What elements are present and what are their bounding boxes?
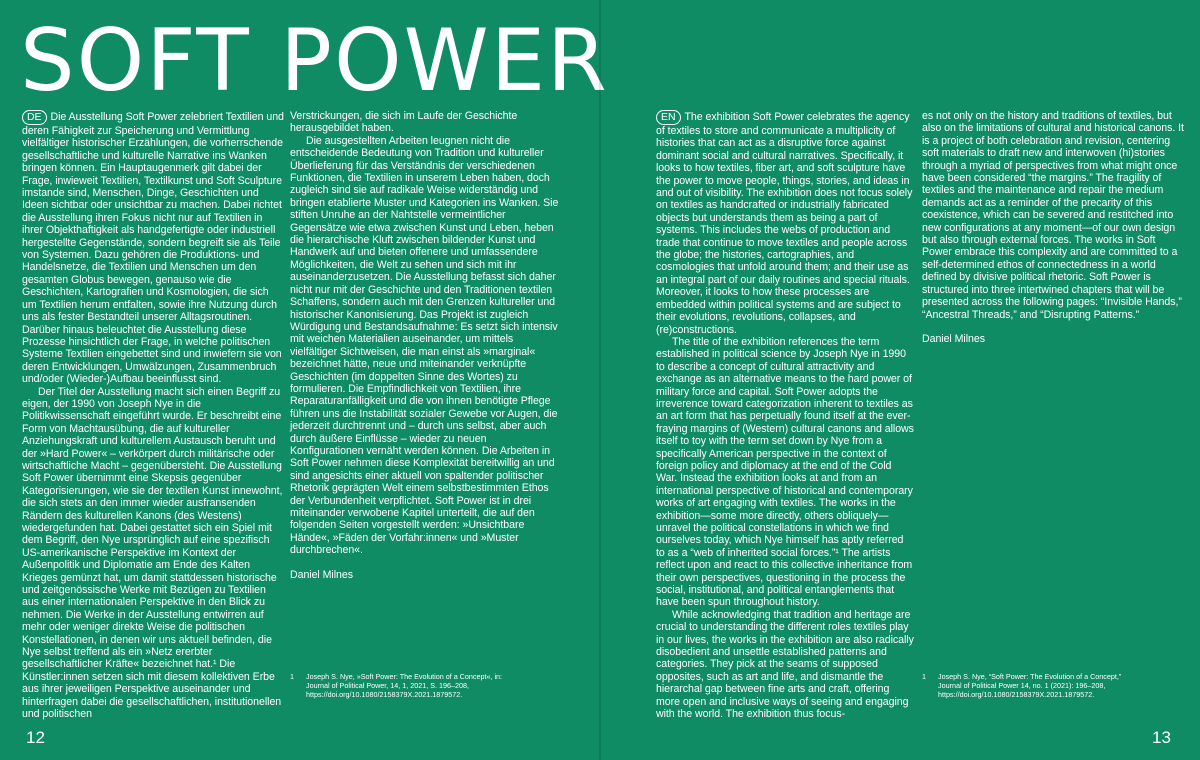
en-paragraph-3: While acknowledging that tradition and heritage are crucial to understanding the different roles textiles play in our lives, the works in the exhibition are also radically disobedient and unsettle established patterns and categories. They pick at the seams of supposed opposites, such as art and life, and dismantle the hierarchal gap between fine arts and craft, offering more open and inclusive ways of seeing and engaging with the world. The exhibition thus focus- xyxy=(656,608,914,721)
de-column-1 xyxy=(22,110,284,721)
de-signature: Daniel Milnes xyxy=(290,568,353,581)
language-badge-de: DE xyxy=(22,110,47,125)
de-footnote-text: Joseph S. Nye, »Soft Power: The Evolution of a Concept«, in: Journal of Political Power, 14, 1, 2021, S. 196–208, https://doi.org/10.1080/2158379X.2021.1879572. xyxy=(306,672,503,699)
de-paragraph-3: Die ausgestellten Arbeiten leugnen nicht die entscheidende Bedeutung von Tradition und kultureller Überlieferung für das Verständnis der verschiedenen Funktionen, die Textilien in unserem Leben haben, doch zugleich sind sie auf radikale Weise widerständig und bringen etablierte Muster und Kategorien ins Wanken. Sie stiften Unruhe an der Nahtstelle vermeintlicher Gegensätze wie etwa zwischen Kunst und Leben, heben die hierarchische Kluft zwischen bildender Kunst und Handwerk auf und bieten offenere und umfassendere Möglichkeiten, die Welt zu sehen und sich mit ihr auseinanderzusetzen. Die Ausstellung befasst sich daher nicht nur mit der Geschichte und den Traditionen textilen Schaffens, sondern auch mit den Grenzen kultureller und historischer Kanonisierung. Das Projekt ist zugleich Würdigung und Bestandsaufnahme: Es setzt sich intensiv mit weichen Materialien auseinander, um mittels vielfältiger Sichtweisen, die man einst als »marginal« bezeichnet hätte, neue und miteinander verknüpfte Geschichten (im doppelten Sinne des Wortes) zu formulieren. Die Empfindlichkeit von Textilien, ihre Reparaturanfälligkeit und die von ihnen benötigte Pflege führen uns die Instabilität sozialer Gewebe vor Augen, die jederzeit durchtrennt und – durch uns selbst, aber auch durch äußere Einflüsse – wieder zu neuen Konfigurationen vernäht werden können. Die Arbeiten in Soft Power nehmen diese Komplexität bereitwillig an und sind angesichts einer aktuell von spaltender politischer Rhetorik geprägten Welt einem selbstbestimmten Ethos der Verbundenheit verpflichtet. Soft Power ist in drei miteinander verwobene Kapitel unterteilt, die auf den folgenden Seiten vorgestellt werden: »Unsichtbare Hände«, »Fäden der Vorfahr:innen« und »Muster durchbrechen«. xyxy=(290,134,559,557)
en-column-2 xyxy=(922,110,1184,370)
en-footnote-number: 1 xyxy=(922,672,926,681)
de-paragraph-continued: Verstrickungen, die sich im Laufe der Geschichte herausgebildet haben. xyxy=(290,110,518,135)
page-number-left: 12 xyxy=(26,728,45,747)
en-paragraph-continued: es not only on the history and traditions of textiles, but also on the limitations of cultural and historical canons. It is a project of both celebration and revision, centering soft materials to draft new and interwoven (hi)stories through a myriad of perspectives from what might once have been considered “the margins.” The fragility of textiles and the maintenance and repair the medium demands act as a reminder of the precarity of this coexistence, which can be severed and restitched into new configurations at any moment—of our own design but also through external forces. The works in Soft Power embrace this complexity and are committed to a self-determined ethos of connectedness in a world defined by divisive political rhetoric. Soft Power is structured into three intertwined chapters that will be presented across the following pages: “Invisible Hands,” “Ancestral Threads,” and “Disrupting Patterns.” xyxy=(922,110,1184,321)
en-footnote xyxy=(922,672,1127,699)
de-paragraph-1: DE Die Ausstellung Soft Power zelebriert Textilien und deren Fähigkeit zur Speicherung und Vermittlung vielfältiger historischer Erzählungen, die vorherrschende gesellschaftliche und kulturelle Narrative ins Wanken bringen können. Ein Hauptaugenmerk gilt dabei der Frage, inwieweit Textilien, Textilkunst und Soft Sculpture imstande sind, Menschen, Dinge, Geschichten und Ideen sichtbar oder unsichtbar zu machen. Dabei richtet die Ausstellung ihren Fokus nicht nur auf Textilien in ihrer Objekthaftigkeit als handgefertigte oder industriell hergestellte Gegenstände, sondern begreift sie als Teile von Systemen. Dazu gehören die Produktions- und Handelsnetze, die Textilien und Menschen um den gesamten Globus bewegen, genauso wie die Geschichten, Kartografien und Kosmologien, die sich um Textilien herum entfalten, sowie ihre Nutzung durch uns als fester Bestandteil unserer Alltagsroutinen. Darüber hinaus beleuchtet die Ausstellung diese Prozesse hinsichtlich der Frage, in welche politischen Systeme Textilien eingebettet sind und inwiefern sie von deren Entwicklungen, Umwälzungen, Zusammenbruch und/oder (Wieder-)Aufbau beeinflusst sind. xyxy=(22,111,284,386)
page-number-right: 13 xyxy=(1152,728,1171,747)
de-paragraph-2: Der Titel der Ausstellung macht sich einen Begriff zu eigen, der 1990 von Joseph Nye in die Politikwissenschaft eingeführt wurde. Er beschreibt eine Form von Machtausübung, die auf kultureller Anziehungskraft und kulturellem Austausch beruht und der »Hard Power« – verkörpert durch militärische oder wirtschaftliche Macht – gegenübersteht. Die Ausstellung Soft Power übernimmt eine Skepsis gegenüber Kategorisierungen, wie sie der textilen Kunst innewohnt, die sich stets an den immer wieder ausfransenden Rändern des kulturellen Kanons (des Westens) wiedergefunden hat. Dabei gestattet sich ein Spiel mit dem Begriff, den Nye ursprünglich auf eine spezifisch US-amerikanische Perspektive im Kontext der Außenpolitik und Diplomatie am Ende des Kalten Krieges gemünzt hat, um damit stattdessen historische und zeitgenössische Werke mit Bezügen zu Textilien aus einer internationalen Perspektive in den Blick zu nehmen. Die Werke in der Ausstellung entwirren auf mehr oder weniger direkte Weise die politischen Konstellationen, in denen wir uns aktuell befinden, die Nye selbst treffend als ein »Netz ererbter gesellschaftlicher Kräfte« bezeichnet hat.¹ Die Künstler:innen setzen sich mit diesem kollektiven Erbe aus ihrer jeweiligen Perspektive auseinander und hinterfragen dabei die gesellschaftlichen, institutionellen und politischen xyxy=(22,385,283,721)
language-badge-en: EN xyxy=(656,110,681,125)
page-title: SOFT POWER xyxy=(20,11,609,111)
de-footnote xyxy=(290,672,505,699)
en-paragraph-1: EN The exhibition Soft Power celebrates the agency of textiles to store and communicate a multiplicity of histories that can act as a disruptive force against dominant social and cultural narratives. Specifically, it looks to how textiles, fiber art, and soft sculpture have the power to move people, things, stories, and ideas in and out of visibility. The exhibition does not focus solely on textiles as handcrafted or industrially fabricated objects but understands them as being a part of systems. This includes the webs of production and trade that continue to move textiles and people across the globe; the histories, cartographies, and cosmologies that unfold around them; and their use as an integral part of our daily routines and special rituals. Moreover, it looks to how these processes are embedded within political systems and are subject to their evolutions, revolutions, collapses, and (re)constructions. xyxy=(656,111,913,336)
de-column-2 xyxy=(290,110,562,590)
de-footnote-number: 1 xyxy=(290,672,294,681)
right-page xyxy=(600,0,1200,760)
en-column-1 xyxy=(656,110,914,721)
en-footnote-text: Joseph S. Nye, “Soft Power: The Evolution of a Concept,” Journal of Political Power 14, no. 1 (2021): 196–208, https://doi.org/10.1080/2158379X.2021.1879572. xyxy=(938,672,1122,699)
en-signature: Daniel Milnes xyxy=(922,332,985,345)
en-paragraph-2: The title of the exhibition references the term established in political science by Joseph Nye in 1990 to describe a concept of cultural attractivity and exchange as an alternative means to the hard power of military force and capital. Soft Power adopts the irreverence toward categorization inherent to textiles as an art form that has perpetually found itself at the ever-fraying margins of (Western) cultural canons and allows itself to toy with the term set down by Nye from a specifically American perspective in the context of foreign policy and diplomacy at the end of the Cold War. Instead the exhibition looks at and from an international perspective of historical and contemporary works of art engaging with textiles. The works in the exhibition—some more directly, others obliquely—unravel the political constellations in which we find ourselves today, which Nye himself has aptly referred to as a “web of inherited social forces.”¹ The artists reflect upon and react to this collective inheritance from their own perspectives, questioning in the process the social, institutional, and political entanglements that have been spun throughout history. xyxy=(656,335,914,609)
